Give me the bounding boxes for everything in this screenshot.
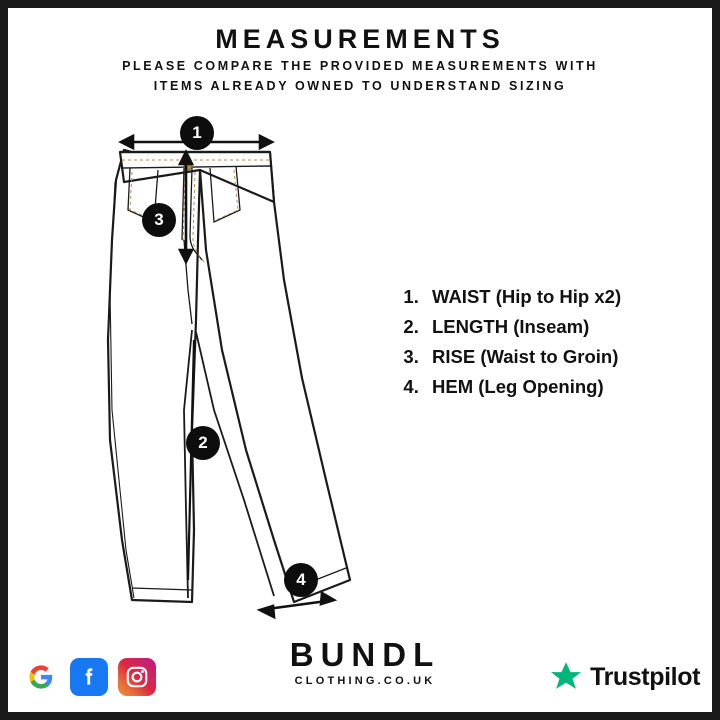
legend-item-waist: [424, 282, 698, 312]
legend-item-rise: [424, 342, 698, 372]
callout-4-hem: [284, 563, 318, 597]
brand-name: BUNDL: [289, 636, 441, 673]
instagram-icon[interactable]: [118, 658, 156, 696]
callout-1-number: 1: [192, 123, 202, 142]
legend-label-hem: HEM (Leg Opening): [432, 376, 604, 397]
social-links: [22, 658, 156, 696]
measurement-legend: [398, 282, 698, 402]
page-title: MEASUREMENTS: [215, 24, 505, 54]
facebook-glyph: [76, 664, 102, 690]
callout-3-rise: [142, 203, 176, 237]
jeans-diagram: [88, 110, 388, 630]
subtitle-line-2: ITEMS ALREADY OWNED TO UNDERSTAND SIZING: [153, 79, 567, 93]
legend-item-hem: [424, 372, 698, 402]
facebook-icon[interactable]: [70, 658, 108, 696]
instagram-glyph: [124, 664, 150, 690]
trustpilot-label: Trustpilot: [590, 662, 700, 691]
google-icon[interactable]: [22, 658, 60, 696]
brand-logo: [255, 638, 475, 687]
legend-item-length: [424, 312, 698, 342]
brand-domain: CLOTHING.CO.UK: [294, 675, 436, 687]
google-glyph: [27, 663, 55, 691]
callout-4-number: 4: [296, 570, 306, 589]
callout-3-number: 3: [154, 210, 164, 229]
legend-label-length: LENGTH (Inseam): [432, 316, 590, 337]
legend-label-waist: WAIST (Hip to Hip x2): [432, 286, 622, 307]
jeans-svg: [88, 110, 388, 630]
subtitle-line-1: PLEASE COMPARE THE PROVIDED MEASUREMENTS WITH: [122, 59, 598, 73]
callout-2-length: [186, 426, 220, 460]
trustpilot-star-icon: [549, 660, 583, 694]
legend-list: [398, 282, 698, 402]
callout-2-number: 2: [198, 433, 208, 452]
trustpilot-badge[interactable]: [549, 660, 700, 694]
page-subtitle: [0, 56, 720, 96]
legend-label-rise: RISE (Waist to Groin): [432, 346, 619, 367]
callout-1-waist: [180, 116, 214, 150]
